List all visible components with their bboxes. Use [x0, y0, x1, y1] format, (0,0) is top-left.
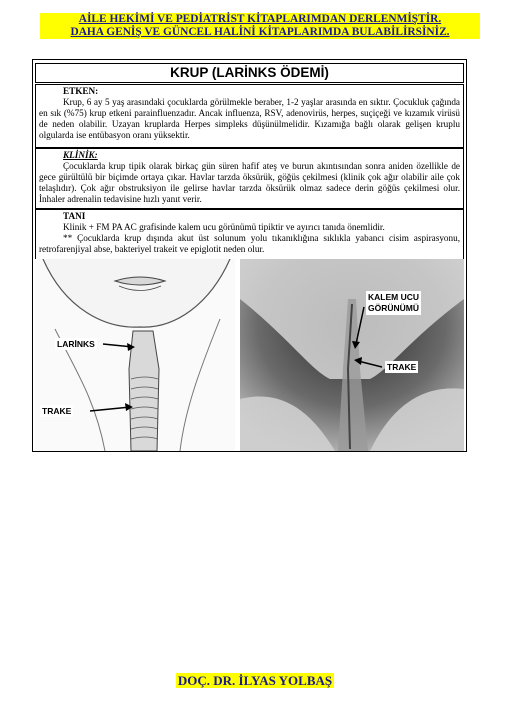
section-tani-line-2: ** Çocuklarda krup dışında akut üst solunum yolu tıkanıklığına sıklıkla yabancı cisim aspirasyonu, retrofarenjiyal abse, bakteriyel trakeit ve epiglotit neden olur. — [39, 232, 460, 254]
section-klinik-body: Çocuklarda krup tipik olarak birkaç gün süren hafif ateş ve burun akıntısından sonra aniden özellikle de gece gürültülü bir biçimde ortaya çıkar. Havlar tarzda öksürük, göğüs çekilmesi (klinik çok ağır olabilir aile çok telaşlıdır). Çok ağır obstruksiyon ile gelirse havlar tarzda öksürük olmaz sadece derin göğüs çekilmesi olur. İnhaler adrenalin tedavisine hızlı yanıt verir. — [39, 160, 460, 204]
section-tani-heading: TANI — [63, 211, 86, 221]
footer-author — [0, 672, 510, 690]
section-tani-line-1: Klinik + FM PA AC grafisinde kalem ucu görünümü tipiktir ve ayırıcı tanıda önemlidir. — [63, 221, 385, 232]
label-kalem-ucu-line-1: KALEM UCU — [368, 292, 419, 302]
section-klinik-heading: KLİNİK: — [63, 150, 98, 160]
section-tani — [35, 209, 464, 259]
label-trake-left: TRAKE — [42, 406, 72, 416]
larynx-drawing-svg — [35, 259, 235, 451]
section-klinik — [35, 148, 464, 209]
section-etken-body: Krup, 6 ay 5 yaş arasındaki çocuklarda görülmekle beraber, 1-2 yaşlar arasında en sıktır. Çocukluk çağında en sık (%75) krup etkeni parainfluenzadır. Ancak influenza, RSV, adenovirüs, herpes, suçiçeği ve kızamık virüsü de neden olabilir. Uzayan kruplarda Herpes simpleks düşünülmelidir. Kızamığa bağlı olarak gelişen kruplu olgularda ise entübasyon oranı yüksektir. — [39, 96, 460, 140]
label-larinks: LARİNKS — [57, 339, 95, 349]
label-trake-right: TRAKE — [387, 362, 417, 372]
page-title: KRUP (LARİNKS ÖDEMİ) — [35, 63, 464, 83]
label-kalem-ucu-line-2: GÖRÜNÜMÜ — [368, 303, 419, 313]
xray-image — [240, 259, 464, 451]
figures-panel — [35, 259, 464, 451]
label-kalem-ucu — [366, 291, 421, 315]
xray-image-svg — [240, 259, 464, 451]
header-banner — [40, 13, 480, 39]
banner-line-1: AİLE HEKİMİ VE PEDİATRİST KİTAPLARIMDAN DERLENMİŞTİR. — [78, 13, 442, 25]
banner-line-2: DAHA GENİŞ VE GÜNCEL HALİNİ KİTAPLARIMDA BULABİLİRSİNİZ. — [70, 26, 450, 38]
section-etken — [35, 84, 464, 148]
section-etken-heading: ETKEN: — [63, 86, 99, 96]
larynx-drawing — [35, 259, 235, 451]
author-name: DOÇ. DR. İLYAS YOLBAŞ — [177, 673, 333, 688]
